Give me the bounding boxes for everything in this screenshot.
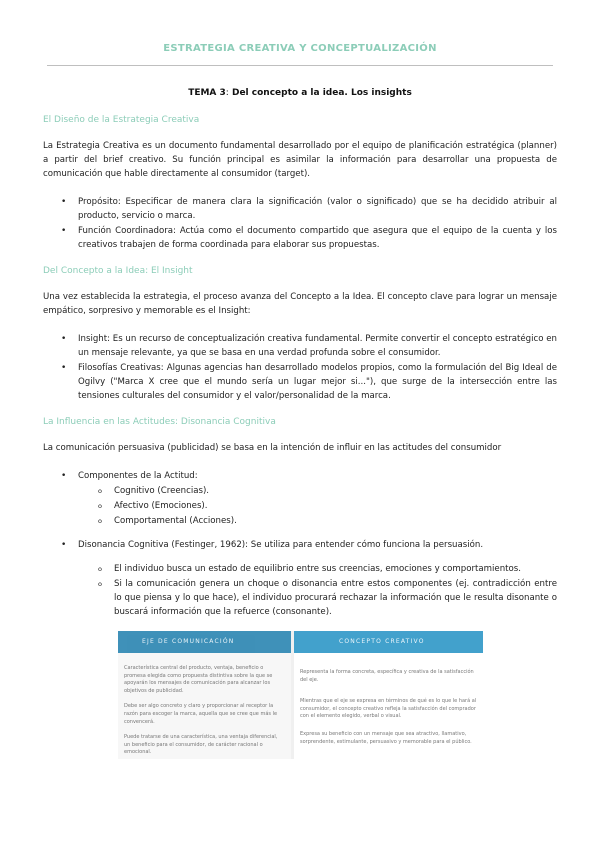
paragraph-influencia: La comunicación persuasiva (publicidad) se basa en la intención de influir en las actitudes del consumidor <box>43 443 502 453</box>
tema-heading: Del concepto a la idea. Los insights <box>231 88 412 98</box>
comparison-table-image <box>118 631 483 759</box>
sub-list-componentes <box>78 484 557 528</box>
table-cell: Debe ser algo concreto y claro y proporcionar al receptor la razón para escoger la marca, aquella que se cree que más le convencerá. <box>124 703 278 725</box>
list-item: o Afectivo (Emociones). <box>114 499 557 513</box>
list-item: o El individuo busca un estado de equilibrio entre sus creencias, emociones y comportamientos. <box>114 562 557 576</box>
bullet-list-influencia <box>43 469 557 619</box>
list-item: • Función Coordinadora: Actúa como el documento compartido que asegura que el equipo de la cuenta y los creativos trabajen de forma coordinada para elaborar sus propuestas. <box>78 224 557 252</box>
list-item <box>78 469 557 528</box>
table-cell: Mientras que el eje se expresa en términos de qué es lo que le hará al consumidor, el concepto creativo refleja la satisfacción del comprador con el elemento elegido, verbal o visual. <box>300 698 477 720</box>
table-header-concepto: CONCEPTO CREATIVO <box>294 631 483 653</box>
list-item: o Comportamental (Acciones). <box>114 514 557 528</box>
section-heading-diseno: El Diseño de la Estrategia Creativa <box>43 115 200 125</box>
header-divider <box>47 65 553 66</box>
componentes-label: Componentes de la Actitud: <box>78 471 198 481</box>
table-cell: Puede tratarse de una característica, una ventaja diferencial, un beneficio para el consumidor, de carácter racional o emocional. <box>124 734 278 756</box>
table-cell: Expresa su beneficio con un mensaje que sea atractivo, llamativo, sorprendente, estimulante, persuasivo y memorable para el público. <box>300 730 472 745</box>
list-item: o Cognitivo (Creencias). <box>114 484 557 498</box>
document-header-title: ESTRATEGIA CREATIVA Y CONCEPTUALIZACIÓN <box>163 43 437 54</box>
bullet-list-diseno <box>43 195 557 252</box>
table-header-eje: EJE DE COMUNICACIÓN <box>118 631 291 653</box>
table-cell: Característica central del producto, ventaja, beneficio o promesa elegida como propuesta distintiva sobre la que se apoyarán los mensajes de comunicación para alcanzar los objetivos de publicidad. <box>124 665 273 694</box>
list-item: o Si la comunicación genera un choque o disonancia entre estos componentes (ej. contradicción entre lo que piensa y lo que hace), el individuo procurará rechazar la información que le resulta disonante o buscará información que la refuerce (consonante). <box>114 577 557 619</box>
disonancia-label: Disonancia Cognitiva (Festinger, 1962): Se utiliza para entender cómo funciona la persuasión. <box>78 540 484 550</box>
table-cell: Representa la forma concreta, específica y creativa de la satisfacción del eje. <box>300 669 474 683</box>
tema-label: TEMA 3 <box>188 88 226 98</box>
tema-separator: : <box>225 88 229 98</box>
table-column-concepto <box>294 631 483 759</box>
section-heading-influencia: La Influencia en las Actitudes: Disonancia Cognitiva <box>43 417 276 427</box>
table-column-eje <box>118 631 291 759</box>
section-heading-concepto: Del Concepto a la Idea: El Insight <box>43 266 193 276</box>
tema-title <box>43 88 557 98</box>
document-body <box>43 88 557 633</box>
list-item: • Insight: Es un recurso de conceptualización creativa fundamental. Permite convertir el concepto estratégico en un mensaje relevante, ya que se basa en una verdad profunda sobre el consumidor. <box>78 332 557 360</box>
list-item: • Filosofías Creativas: Algunas agencias han desarrollado modelos propios, como la formulación del Big Ideal de Ogilvy ("Marca X cree que el mundo sería un lugar mejor si..."), que surge de la intersección entre las tensiones culturales del consumidor y el valor/personalidad de la marca. <box>78 361 557 403</box>
paragraph-concepto: Una vez establecida la estrategia, el proceso avanza del Concepto a la Idea. El concepto clave para lograr un mensaje empático, sorpresivo y memorable es el Insight: <box>43 292 557 316</box>
bullet-list-concepto <box>43 332 557 403</box>
sub-list-disonancia <box>78 562 557 619</box>
list-item <box>78 538 557 619</box>
list-item: • Propósito: Especificar de manera clara la significación (valor o significado) que se ha decidido atribuir al producto, servicio o marca. <box>78 195 557 223</box>
paragraph-diseno: La Estrategia Creativa es un documento fundamental desarrollado por el equipo de planificación estratégica (planner) a partir del brief creativo. Su función principal es asimilar la información para desarrollar una propuesta de comunicación que hable directamente al consumidor (target). <box>43 141 557 179</box>
